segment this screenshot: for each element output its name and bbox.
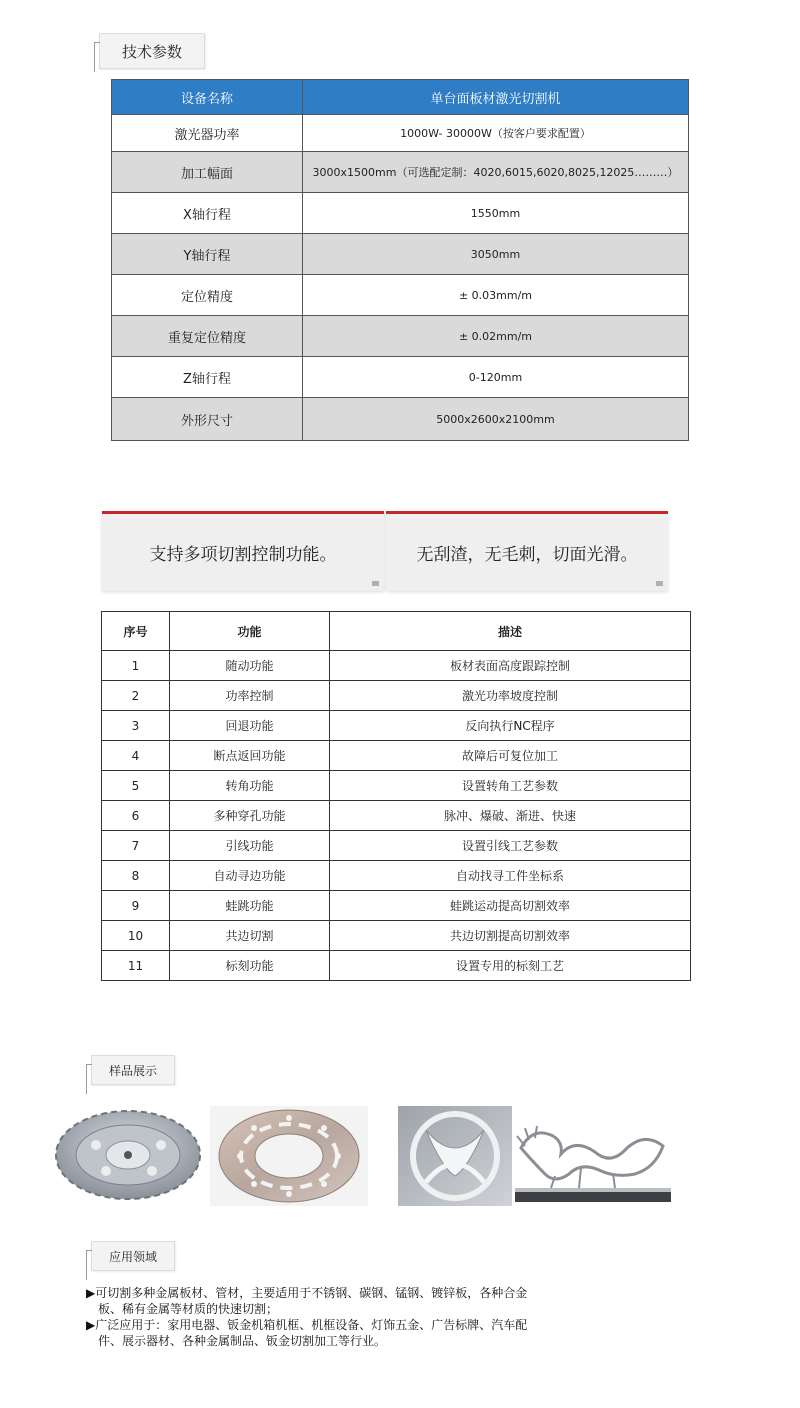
spec-header-row xyxy=(112,80,689,115)
row-function: 引线功能 xyxy=(170,831,330,861)
spec-row xyxy=(112,275,689,316)
spec-value: 3050mm xyxy=(303,234,689,275)
samples-section-title: 样品展示 xyxy=(91,1055,175,1085)
table-row xyxy=(102,951,691,981)
sample-dragon-image xyxy=(515,1118,671,1206)
spec-row xyxy=(112,152,689,193)
feature-banner-right-text: 无刮渣，无毛刺，切面光滑。 xyxy=(416,545,638,565)
row-description: 反向执行NC程序 xyxy=(330,711,691,741)
feature-banner-left xyxy=(102,511,384,591)
spec-value: 1000W- 30000W（按客户要求配置） xyxy=(303,115,689,152)
spec-value: 5000x2600x2100mm xyxy=(303,398,689,441)
row-function: 转角功能 xyxy=(170,771,330,801)
spec-label: Z轴行程 xyxy=(112,357,303,398)
row-no: 3 xyxy=(102,711,170,741)
spec-label: 激光器功率 xyxy=(112,115,303,152)
list-item xyxy=(86,1285,586,1317)
bullet-line: 件、展示器材、各种金属制品、钣金切割加工等行业。 xyxy=(98,1334,387,1348)
row-description: 激光功率坡度控制 xyxy=(330,681,691,711)
row-description: 设置专用的标刻工艺 xyxy=(330,951,691,981)
sample-ring-image xyxy=(398,1106,512,1206)
row-no: 4 xyxy=(102,741,170,771)
bullet-line: 广泛应用于：家用电器、钣金机箱机框、机框设备、灯饰五金、广告标牌、汽车配 xyxy=(95,1318,528,1332)
spec-value: 3000x1500mm（可选配定制：4020,6015,6020,8025,12025………） xyxy=(303,152,689,193)
table-row xyxy=(102,861,691,891)
header-description: 描述 xyxy=(330,612,691,651)
row-description: 脉冲、爆破、渐进、快速 xyxy=(330,801,691,831)
banner-corner-mark xyxy=(372,581,379,586)
spec-header-value: 单台面板材激光切割机 xyxy=(303,80,689,115)
spec-row xyxy=(112,357,689,398)
header-function: 功能 xyxy=(170,612,330,651)
spec-row xyxy=(112,316,689,357)
row-description: 蛙跳运动提高切割效率 xyxy=(330,891,691,921)
spec-value: ± 0.02mm/m xyxy=(303,316,689,357)
row-no: 7 xyxy=(102,831,170,861)
row-function: 蛙跳功能 xyxy=(170,891,330,921)
spec-row xyxy=(112,398,689,441)
row-function: 标刻功能 xyxy=(170,951,330,981)
row-description: 故障后可复位加工 xyxy=(330,741,691,771)
spec-row xyxy=(112,115,689,152)
banner-corner-mark xyxy=(656,581,663,586)
row-description: 设置引线工艺参数 xyxy=(330,831,691,861)
application-list xyxy=(86,1285,586,1349)
row-no: 8 xyxy=(102,861,170,891)
table-row xyxy=(102,681,691,711)
spec-row xyxy=(112,234,689,275)
bullet-line: 板、稀有金属等材质的快速切割； xyxy=(98,1302,279,1316)
row-no: 9 xyxy=(102,891,170,921)
row-no: 1 xyxy=(102,651,170,681)
row-description: 板材表面高度跟踪控制 xyxy=(330,651,691,681)
spec-table xyxy=(111,79,689,441)
row-no: 5 xyxy=(102,771,170,801)
spec-label: 重复定位精度 xyxy=(112,316,303,357)
table-row xyxy=(102,891,691,921)
list-item xyxy=(86,1317,586,1349)
function-table-header xyxy=(102,612,691,651)
row-function: 回退功能 xyxy=(170,711,330,741)
row-function: 断点返回功能 xyxy=(170,741,330,771)
row-description: 共边切割提高切割效率 xyxy=(330,921,691,951)
table-row xyxy=(102,771,691,801)
spec-label: 外形尺寸 xyxy=(112,398,303,441)
spec-value: 0-120mm xyxy=(303,357,689,398)
table-row xyxy=(102,921,691,951)
spec-row xyxy=(112,193,689,234)
spec-value: ± 0.03mm/m xyxy=(303,275,689,316)
row-no: 10 xyxy=(102,921,170,951)
row-no: 11 xyxy=(102,951,170,981)
row-function: 自动寻边功能 xyxy=(170,861,330,891)
application-section-title: 应用领域 xyxy=(91,1241,175,1271)
spec-label: 加工幅面 xyxy=(112,152,303,193)
row-no: 2 xyxy=(102,681,170,711)
row-description: 设置转角工艺参数 xyxy=(330,771,691,801)
row-function: 功率控制 xyxy=(170,681,330,711)
tech-section-title: 技术参数 xyxy=(99,33,205,69)
spec-value: 1550mm xyxy=(303,193,689,234)
row-description: 自动找寻工件坐标系 xyxy=(330,861,691,891)
row-function: 随动功能 xyxy=(170,651,330,681)
table-row xyxy=(102,831,691,861)
sample-disc-image xyxy=(210,1106,368,1206)
feature-banner-right xyxy=(386,511,668,591)
spec-header-label: 设备名称 xyxy=(112,80,303,115)
sample-gear-image xyxy=(46,1105,206,1203)
table-row xyxy=(102,801,691,831)
header-no: 序号 xyxy=(102,612,170,651)
function-table xyxy=(101,611,691,981)
bullet-marker: ▶ xyxy=(86,1318,96,1332)
row-function: 多种穿孔功能 xyxy=(170,801,330,831)
row-function: 共边切割 xyxy=(170,921,330,951)
bullet-marker: ▶ xyxy=(86,1286,96,1300)
spec-label: 定位精度 xyxy=(112,275,303,316)
table-row xyxy=(102,651,691,681)
spec-label: X轴行程 xyxy=(112,193,303,234)
bullet-line: 可切割多种金属板材、管材，主要适用于不锈钢、碳钢、锰钢、镀锌板，各种合金 xyxy=(95,1286,528,1300)
table-row xyxy=(102,711,691,741)
feature-banner-left-text: 支持多项切割控制功能。 xyxy=(149,545,337,565)
row-no: 6 xyxy=(102,801,170,831)
spec-label: Y轴行程 xyxy=(112,234,303,275)
table-row xyxy=(102,741,691,771)
